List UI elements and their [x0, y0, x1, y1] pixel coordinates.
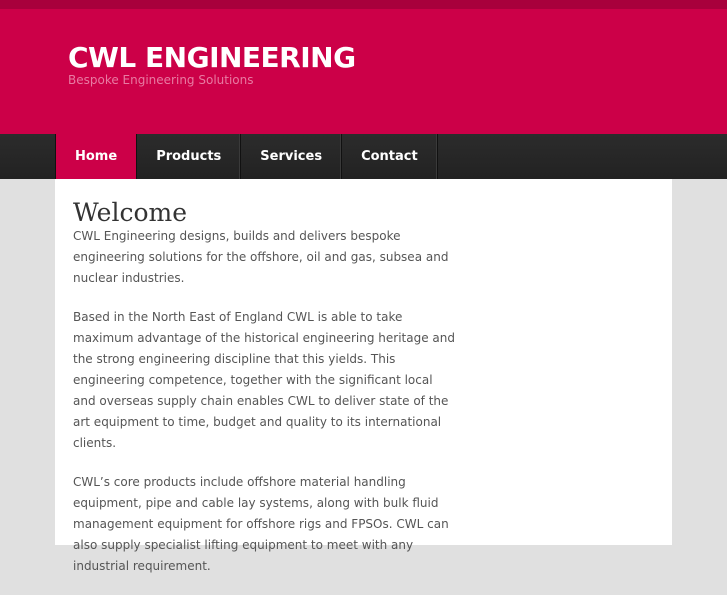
location-paragraph: Based in the North East of England CWL is able to take maximum advantage of the historical engineering heritage and the strong engineering discipline that this yields. This engineering competence, together with the significant local and overseas supply chain enables CWL to deliver state of the art equipment to time, budget and quality to its international clients.	[73, 310, 455, 450]
top-strip	[0, 0, 727, 9]
nav-list	[55, 134, 438, 179]
page-title: Welcome	[73, 198, 188, 227]
nav-item-products[interactable]: Products	[137, 134, 241, 179]
content-area	[55, 179, 672, 573]
nav-item-services[interactable]: Services	[241, 134, 342, 179]
nav-item-home[interactable]: Home	[56, 134, 137, 179]
site-tagline: Bespoke Engineering Solutions	[68, 73, 254, 87]
main-navigation	[0, 134, 727, 179]
site-title[interactable]: CWL ENGINEERING	[68, 41, 356, 74]
body-text	[73, 226, 458, 595]
intro-paragraph: CWL Engineering designs, builds and delivers bespoke engineering solutions for the offshore, oil and gas, subsea and nuclear industries.	[73, 229, 449, 285]
products-paragraph: CWL’s core products include offshore material handling equipment, pipe and cable lay systems, along with bulk fluid management equipment for offshore rigs and FPSOs. CWL can also supply specialist lifting equipment to meet with any industrial requirement.	[73, 475, 449, 573]
nav-item-contact[interactable]: Contact	[342, 134, 438, 179]
site-header	[0, 9, 727, 134]
